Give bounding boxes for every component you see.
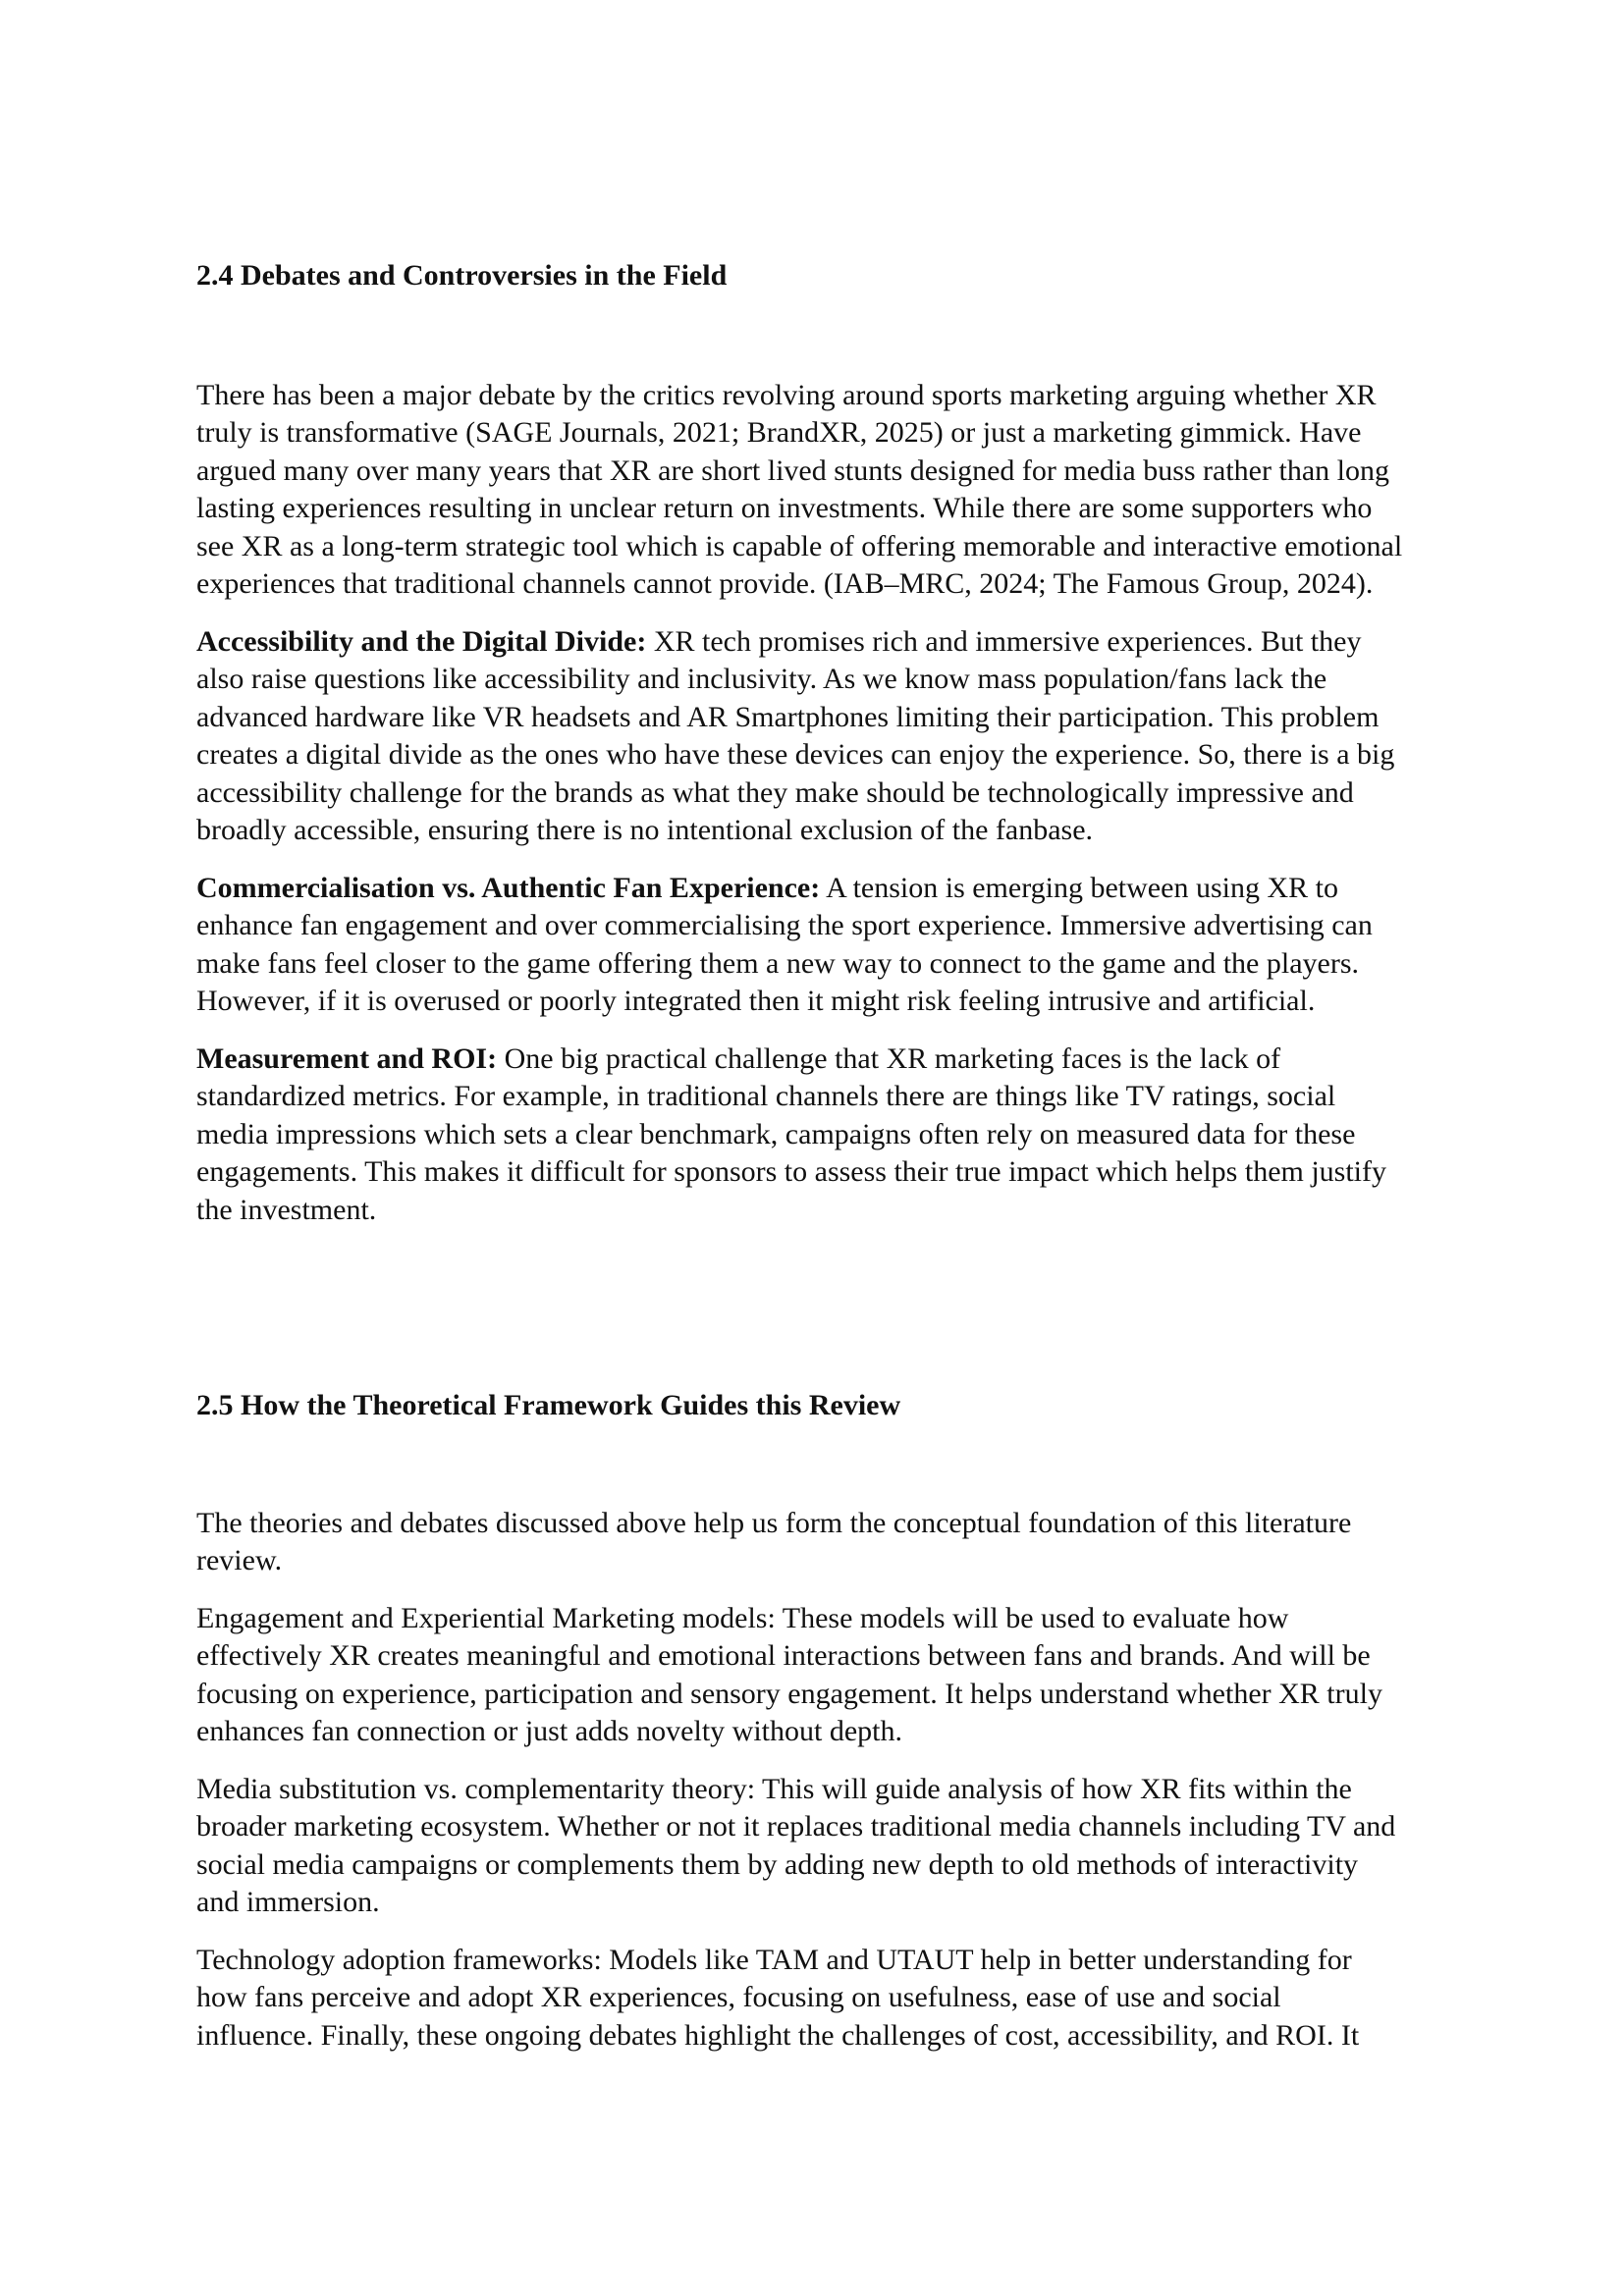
paragraph-line: [196, 983, 1373, 1021]
paragraph-text: review.: [196, 1544, 283, 1577]
paragraph-text: effectively XR creates meaningful and emotional interactions between fans and brands. And will be: [196, 1639, 1371, 1673]
paragraph-text: how fans perceive and adopt XR experiences, focusing on usefulness, ease of use and social: [196, 1981, 1281, 2014]
paragraph-line: [196, 1116, 1386, 1154]
paragraph-line: [196, 623, 1394, 662]
paragraph-text: Technology adoption frameworks: Models like TAM and UTAUT help in better understanding for: [196, 1943, 1352, 1976]
paragraph-text: experiences that traditional channels cannot provide. (IAB–MRC, 2024; The Famous Group, 2024).: [196, 567, 1374, 601]
paragraph: [196, 623, 1394, 850]
paragraph-text: A tension is emerging between using XR to: [820, 871, 1338, 904]
paragraph-line: [196, 414, 1402, 453]
paragraph-text: make fans feel closer to the game offering them a new way to connect to the game and the players.: [196, 946, 1359, 980]
paragraph-text: truly is transformative (SAGE Journals, 2021; BrandXR, 2025) or just a marketing gimmick. Have: [196, 416, 1362, 450]
paragraph-line: [196, 945, 1373, 984]
paragraph-text: see XR as a long-term strategic tool which is capable of offering memorable and interactive emotional: [196, 529, 1403, 562]
paragraph-text: engagements. This makes it difficult for sponsors to assess their true impact which helps them justify: [196, 1155, 1387, 1189]
paragraph-line: [196, 565, 1402, 604]
paragraph-text: argued many over many years that XR are short lived stunts designed for media buss rather than long: [196, 454, 1389, 487]
paragraph-text: advanced hardware like VR headsets and AR Smartphones limiting their participation. This problem: [196, 700, 1380, 733]
paragraph-text: Media substitution vs. complementarity theory: This will guide analysis of how XR fits within the: [196, 1772, 1352, 1805]
paragraph-text: influence. Finally, these ongoing debates highlight the challenges of cost, accessibility, and ROI. It: [196, 2018, 1360, 2052]
paragraph-text: also raise questions like accessibility and inclusivity. As we know mass population/fans lack the: [196, 663, 1327, 696]
paragraph: [196, 1505, 1351, 1580]
paragraph-text: The theories and debates discussed above help us form the conceptual foundation of this literature: [196, 1506, 1352, 1539]
paragraph-line: [196, 1505, 1351, 1543]
paragraph-text: enhance fan engagement and over commercialising the sport experience. Immersive advertising can: [196, 909, 1373, 942]
paragraph: [196, 1041, 1386, 1230]
paragraph-line: [196, 1846, 1395, 1885]
paragraph-line: [196, 453, 1402, 491]
paragraph-text: media impressions which sets a clear benchmark, campaigns often rely on measured data for these: [196, 1117, 1356, 1150]
paragraph-line: [196, 1153, 1386, 1192]
paragraph-lead: Accessibility and the Digital Divide:: [196, 624, 647, 658]
section-heading-text: 2.5 How the Theoretical Framework Guides this Review: [196, 1388, 901, 1421]
paragraph-text: However, if it is overused or poorly integrated then it might risk feeling intrusive and artificial.: [196, 985, 1316, 1018]
paragraph-line: [196, 490, 1402, 528]
paragraph-line: [196, 1078, 1386, 1116]
paragraph-text: social media campaigns or complements them by adding new depth to old methods of interactivity: [196, 1847, 1359, 1881]
paragraph-line: [196, 1041, 1386, 1079]
paragraph-line: [196, 1600, 1382, 1638]
paragraph: [196, 1600, 1382, 1751]
paragraph-line: [196, 1637, 1382, 1676]
paragraph-line: [196, 1771, 1395, 1809]
section-heading-text: 2.4 Debates and Controversies in the Field: [196, 258, 728, 292]
section-heading: [196, 1387, 900, 1425]
paragraph-text: enhances fan connection or just adds novelty without depth.: [196, 1715, 902, 1748]
paragraph-text: XR tech promises rich and immersive experiences. But they: [646, 624, 1362, 658]
paragraph-text: One big practical challenge that XR marketing faces is the lack of: [497, 1041, 1281, 1075]
paragraph-line: [196, 1884, 1395, 1922]
paragraph-line: [196, 1192, 1386, 1230]
paragraph-line: [196, 1713, 1382, 1751]
paragraph-line: [196, 1979, 1359, 2017]
paragraph-line: [196, 699, 1394, 737]
paragraph-line: [196, 774, 1394, 813]
paragraph-line: [196, 812, 1394, 850]
paragraph-line: [196, 528, 1402, 566]
paragraph-line: [196, 1676, 1382, 1714]
paragraph: [196, 377, 1402, 604]
paragraph-line: [196, 1942, 1359, 1980]
paragraph-line: [196, 1542, 1351, 1580]
paragraph-line: [196, 661, 1394, 699]
paragraph-text: and immersion.: [196, 1886, 380, 1919]
paragraph: [196, 1942, 1359, 2056]
paragraph-line: [196, 377, 1402, 415]
paragraph-line: [196, 870, 1373, 908]
paragraph-line: [196, 907, 1373, 945]
paragraph-lead: Commercialisation vs. Authentic Fan Experience:: [196, 871, 821, 904]
paragraph-text: Engagement and Experiential Marketing models: These models will be used to evaluate how: [196, 1601, 1289, 1634]
paragraph-text: the investment.: [196, 1193, 377, 1226]
paragraph-line: [196, 1808, 1395, 1846]
paragraph-text: accessibility challenge for the brands as what they make should be technologically impressive and: [196, 775, 1354, 809]
paragraph-text: focusing on experience, participation and sensory engagement. It helps understand whether XR truly: [196, 1677, 1382, 1710]
paragraph: [196, 870, 1373, 1021]
paragraph-text: standardized metrics. For example, in traditional channels there are things like TV ratings, social: [196, 1080, 1336, 1113]
paragraph-text: broadly accessible, ensuring there is no intentional exclusion of the fanbase.: [196, 814, 1094, 847]
paragraph-text: lasting experiences resulting in unclear return on investments. While there are some supporters who: [196, 492, 1373, 525]
paragraph-text: broader marketing ecosystem. Whether or not it replaces traditional media channels including TV and: [196, 1810, 1396, 1843]
paragraph-text: There has been a major debate by the critics revolving around sports marketing arguing whether XR: [196, 378, 1377, 411]
paragraph-lead: Measurement and ROI:: [196, 1041, 498, 1075]
section-heading: [196, 257, 727, 295]
paragraph-line: [196, 736, 1394, 774]
paragraph-line: [196, 2017, 1359, 2056]
paragraph: [196, 1771, 1395, 1922]
paragraph-text: creates a digital divide as the ones who have these devices can enjoy the experience. So, there is a big: [196, 738, 1395, 772]
